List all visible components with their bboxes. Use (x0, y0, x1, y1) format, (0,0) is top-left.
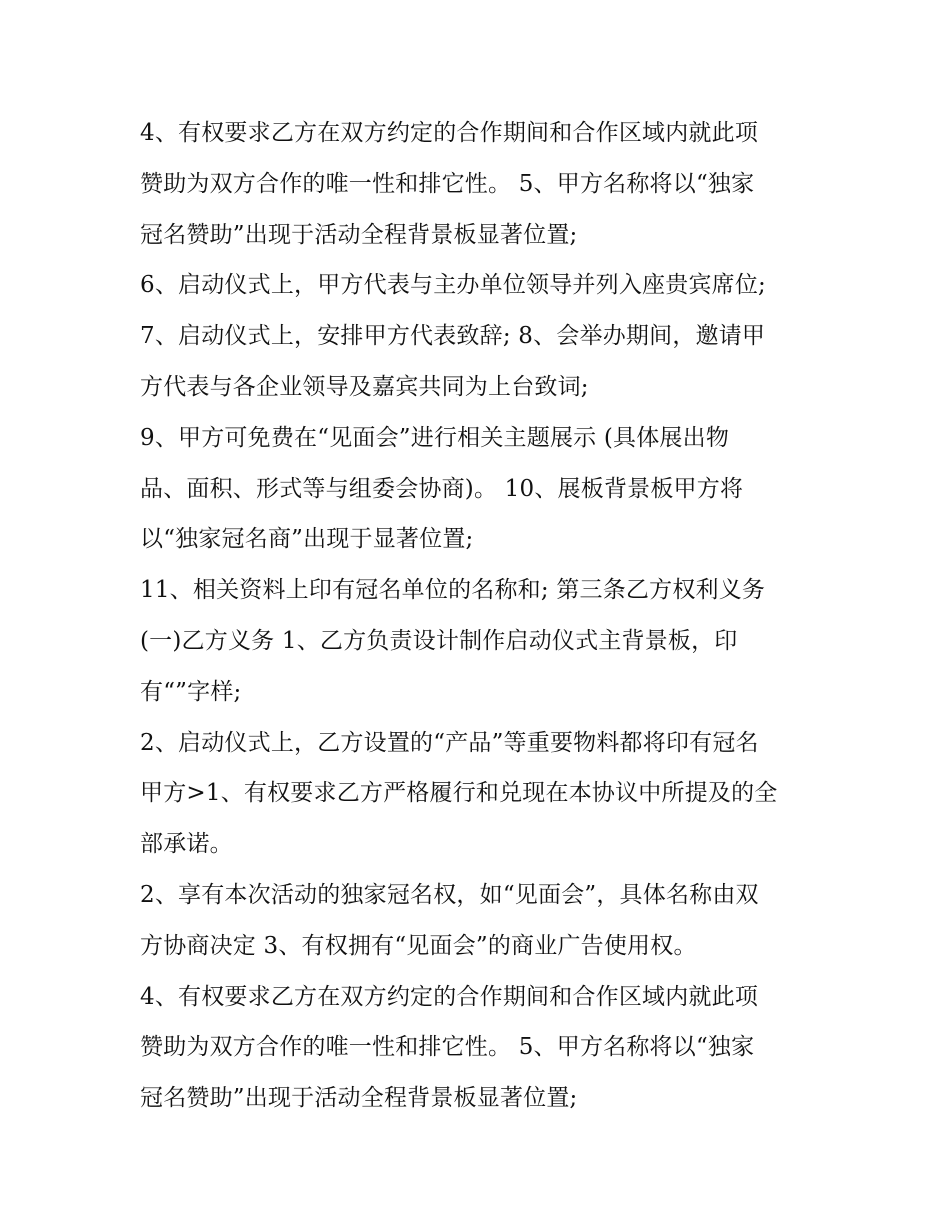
text-line: 2、享有本次活动的独家冠名权，如“见面会”，具体名称由双 (140, 881, 759, 908)
text-line: 以“独家冠名商”出现于显著位置; (140, 526, 474, 553)
text-line: 有“”字样; (140, 678, 242, 705)
text-line: 7、启动仪式上，安排甲方代表致辞; 8、会举办期间，邀请甲 (140, 323, 766, 350)
text-line: 11、相关资料上印有冠名单位的名称和; 第三条乙方权利义务 (140, 577, 766, 604)
document-body (140, 108, 820, 1124)
text-line: 品、面积、形式等与组委会协商)。 10、展板背景板甲方将 (140, 475, 744, 502)
text-line: 6、启动仪式上，甲方代表与主办单位领导并列入座贵宾席位; (140, 272, 766, 299)
text-line: 赞助为双方合作的唯一性和排它性。 5、甲方名称将以“独家 (140, 170, 755, 197)
text-line: 4、有权要求乙方在双方约定的合作期间和合作区域内就此项 (140, 120, 759, 146)
text-line: 9、甲方可免费在“见面会”进行相关主题展示 (具体展出物 (140, 424, 730, 451)
text-line: 2、启动仪式上，乙方设置的“产品”等重要物料都将印有冠名 (140, 729, 759, 756)
text-line: 4、有权要求乙方在双方约定的合作期间和合作区域内就此项 (140, 983, 759, 1010)
text-line: 冠名赞助”出现于活动全程背景板显著位置; (140, 221, 578, 248)
text-line: 部承诺。 (140, 831, 233, 858)
text-line: 方协商决定 3、有权拥有“见面会”的商业广告使用权。 (140, 932, 697, 959)
text-line: 冠名赞助”出现于活动全程背景板显著位置; (140, 1085, 578, 1112)
text-line: (一)乙方义务 1、乙方负责设计制作启动仪式主背景板，印 (140, 627, 738, 654)
text-line: 方代表与各企业领导及嘉宾共同为上台致词; (140, 373, 589, 400)
text-line: 赞助为双方合作的唯一性和排它性。 5、甲方名称将以“独家 (140, 1034, 755, 1061)
text-line: 甲方>1、有权要求乙方严格履行和兑现在本协议中所提及的全 (140, 780, 778, 807)
